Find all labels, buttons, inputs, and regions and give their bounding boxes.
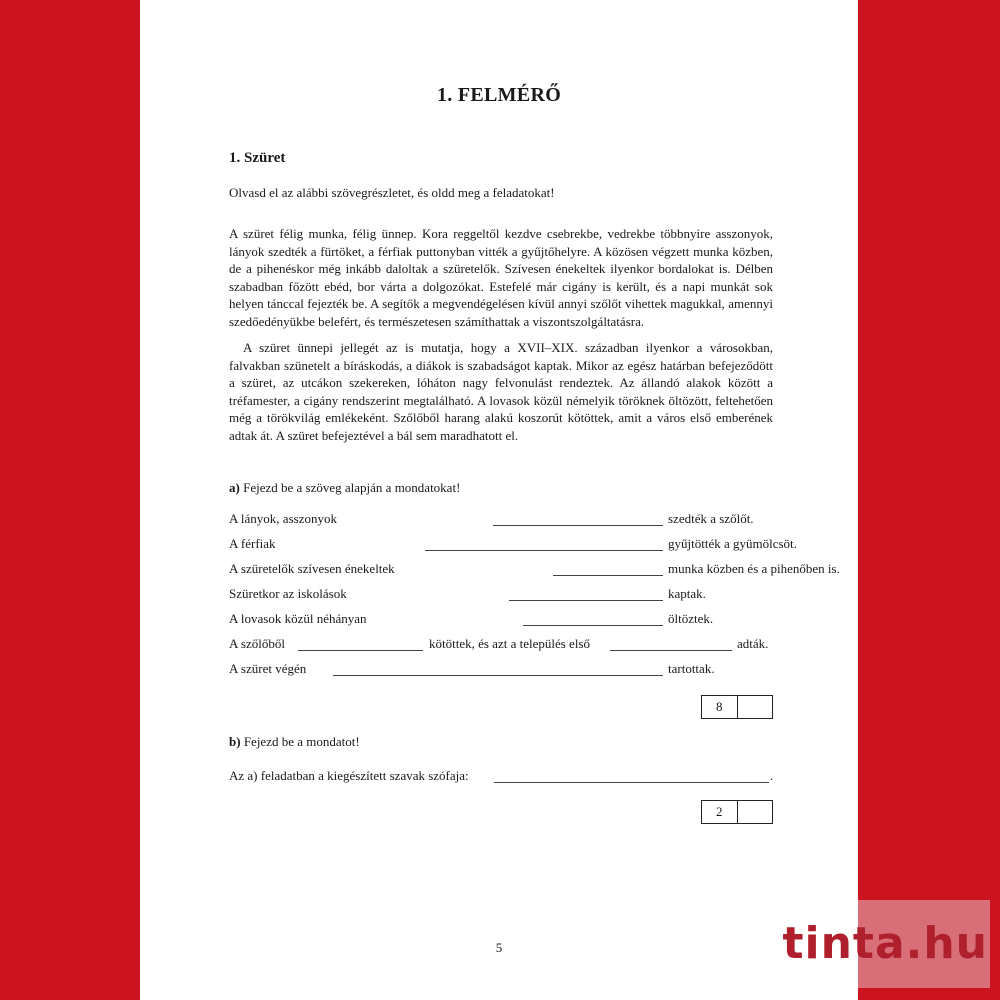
answer-blank-2[interactable] [425, 550, 663, 551]
task-a-line-4-end: kaptak. [668, 586, 706, 601]
task-b-text: Fejezd be a mondatot! [243, 734, 360, 749]
answer-blank-3[interactable] [553, 575, 663, 576]
answer-blank-6b[interactable] [610, 650, 732, 651]
answer-blank-b[interactable] [494, 782, 769, 783]
section-title: 1. Szüret [229, 150, 286, 166]
answer-blank-1[interactable] [493, 525, 663, 526]
task-a-line-3-start: A szüretelők szívesen énekeltek [229, 561, 395, 576]
task-a-line-6-end: adták. [737, 636, 769, 651]
task-b-line-start: Az a) feladatban a kiegészített szavak szófaja: [229, 768, 469, 783]
task-a-line-1-start: A lányok, asszonyok [229, 511, 337, 526]
task-a-line-2-end: gyűjtötték a gyümölcsöt. [668, 536, 797, 551]
text-paragraph-1: A szüret félig munka, félig ünnep. Kora reggeltől kezdve csebrekbe, vedrekbe többnyire asszonyok, lányok szedték a fürtöket, a férfiak puttonyban vitték a gyűjtőhelyre. A közösen végzett munka közben, de a pihenéskor még inkább daloltak a szüretelők. Szívesen énekeltek ilyenkor bordalokat is. Délben szabadban főzött ebéd, bor várta a dolgozókat. Estefelé már cigány is került, és a napi munkát sok helyen tánccal fejezték be. A segítők a megvendégelésen kívül annyi szőlőt vihettek magukkal, amennyi szedőedényükbe belefért, és természetesen számíthattak a viszontszolgáltatásra. [229, 226, 773, 329]
task-b-label: b) [229, 734, 241, 749]
earned-points-b[interactable] [737, 801, 773, 823]
worksheet-page [140, 0, 858, 1000]
answer-blank-6a[interactable] [298, 650, 423, 651]
text-paragraph-2: A szüret ünnepi jellegét az is mutatja, hogy a XVII–XIX. században ilyenkor a városokban, falvakban szünetelt a bíráskodás, a diákok is szabadságot kaptak. Mikor az egész határban befejeződött a szüret, az utcákon szekereken, lóháton nagy felvonulást rendeztek. Az állandó alakok között a tréfamester, a cigány rendszerint megtalálható. A lovasok közül némelyik töröknek öltözött, feltehetően még a törökvilág emlékeként. Szőlőből harang alakú koszorút kötöttek, amit a város első emberének adtak át. A szüret befejeztével a bál sem maradhatott el. [229, 340, 773, 443]
task-a-line-1-end: szedték a szőlőt. [668, 511, 754, 526]
task-b-heading [229, 734, 360, 750]
page-number: 5 [495, 940, 503, 955]
task-a-line-5-start: A lovasok közül néhányan [229, 611, 367, 626]
task-b-line-end: . [770, 768, 774, 783]
task-a-heading [229, 480, 460, 496]
instruction-text: Olvasd el az alábbi szövegrészletet, és oldd meg a feladatokat! [229, 185, 555, 200]
task-a-line-5-end: öltöztek. [668, 611, 714, 626]
task-a-line-7-start: A szüret végén [229, 661, 307, 676]
task-a-line-4-start: Szüretkor az iskolások [229, 586, 347, 601]
answer-blank-5[interactable] [523, 625, 663, 626]
task-a-line-7-end: tartottak. [668, 661, 715, 676]
task-a-line-2-start: A férfiak [229, 536, 276, 551]
max-points-b: 2 [716, 804, 723, 819]
page-title: 1. FELMÉRŐ [436, 84, 562, 106]
max-points-a: 8 [716, 699, 723, 714]
task-a-label: a) [229, 480, 240, 495]
task-a-line-3-end: munka közben és a pihenőben is. [668, 561, 840, 576]
task-a-line-6-middle: kötöttek, és azt a település első [429, 636, 591, 651]
earned-points-a[interactable] [737, 696, 773, 718]
answer-blank-7[interactable] [333, 675, 663, 676]
task-a-text: Fejezd be a szöveg alapján a mondatokat! [243, 480, 461, 495]
watermark-logo: tinta.hu [782, 918, 988, 969]
answer-blank-4[interactable] [509, 600, 663, 601]
score-box-a [701, 695, 773, 719]
task-a-line-6-start: A szőlőből [229, 636, 285, 651]
score-box-b [701, 800, 773, 824]
